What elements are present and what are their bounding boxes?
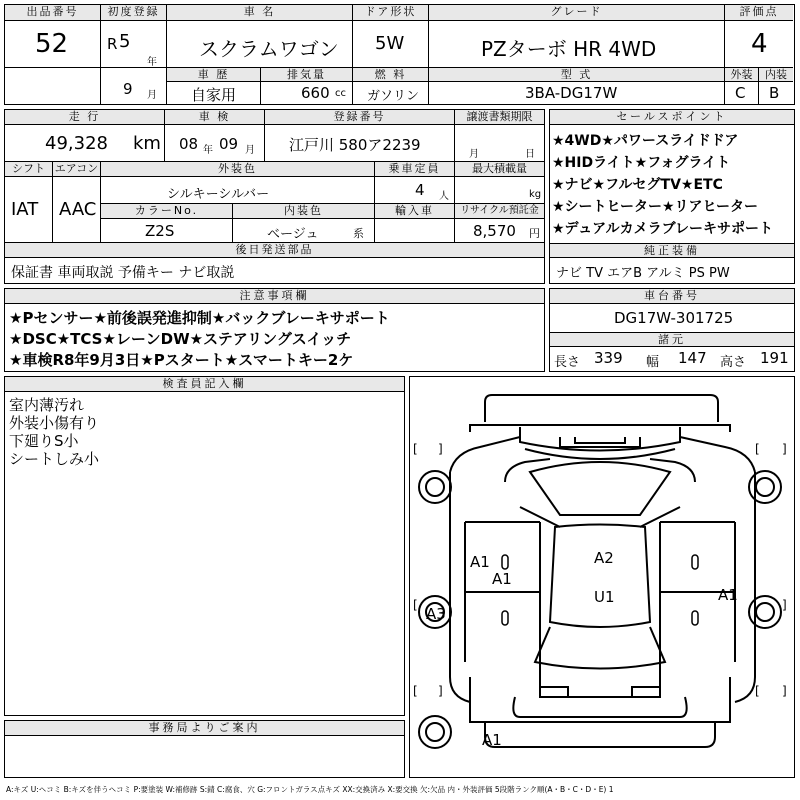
inspector-panel: 検査員記入欄 室内薄汚れ 外装小傷有り 下廻りS小 シートしみ小 <box>4 376 405 716</box>
height: 191 <box>760 349 789 367</box>
model-code: 3BA-DG17W <box>525 84 618 102</box>
chassis-panel: 車台番号 DG17W-301725 諸元 長さ 339 幅 147 高さ 191 <box>549 288 795 372</box>
svg-text:[: [ <box>413 684 418 698</box>
grade-label: グレード <box>429 5 725 21</box>
later-parts: 保証書 車両取説 予備キー ナビ取説 <box>11 265 235 281</box>
damage-mark: A2 <box>594 549 614 567</box>
color-code: Z2S <box>145 222 175 240</box>
first-reg-label: 初度登録 <box>101 5 167 21</box>
inspector-note: 外装小傷有り <box>9 414 100 432</box>
notes-panel: 注意事項欄 ★Pセンサー★前後誤発進抑制★バックブレーキサポート ★DSC★TCS★レーンDW★ステアリングスイッチ ★車検R8年9月3日★Pスタート★スマートキー2ケ <box>4 288 545 372</box>
sales-point-item: ★HIDライト★フォグライト <box>552 155 731 171</box>
car-damage-diagram <box>409 376 795 778</box>
svg-text:[: [ <box>755 684 760 698</box>
damage-mark: A1 <box>492 570 512 588</box>
svg-text:[: [ <box>413 598 418 612</box>
sales-point-item: ★4WD★パワースライドドア <box>552 133 739 149</box>
car-outline-svg <box>410 377 794 777</box>
standard-equipment: ナビ TV エアB アルミ PS PW <box>556 266 730 281</box>
chassis-number: DG17W-301725 <box>614 309 734 327</box>
interior-grade: B <box>769 84 780 102</box>
history: 自家用 <box>191 86 237 104</box>
score: 4 <box>751 29 768 59</box>
top-info-panel: 出品番号 52 初度登録 R 5 年 9 月 車 名 スクラムワゴン ドア形状 5W グレード PZターボ HR 4WD 評価点 4 車 歴 自家用 排気量 660 cc 燃 料 ガソリン 型 式 3BA-DG17W 外装 内装 C B <box>4 4 795 105</box>
inspector-note: 室内薄汚れ <box>9 396 85 414</box>
legend: A:キズ U:ヘコミ B:キズを伴うヘコミ P:要塗装 W:補修跡 S:錆 C:腐食、穴 G:フロントガラス点キズ XX:交換済み X:要交換 欠:欠品 内・外装評価 5段階ランク順(A・B・C・D・E) 1 <box>6 785 614 794</box>
door-type: 5W <box>375 33 405 54</box>
note-line: ★DSC★TCS★レーンDW★ステアリングスイッチ <box>9 330 352 348</box>
inspector-note: シートしみ小 <box>9 450 100 468</box>
damage-mark: A1 <box>482 731 502 749</box>
mileage: 49,328 <box>45 133 108 154</box>
svg-text:]: ] <box>782 598 787 612</box>
ac-type: AAC <box>59 199 97 220</box>
office-panel: 事務局よりご案内 <box>4 720 405 778</box>
displacement: 660 <box>301 84 330 102</box>
inspector-note: 下廻りS小 <box>9 432 79 450</box>
fuel: ガソリン <box>367 89 420 104</box>
damage-mark: A1 <box>718 586 738 604</box>
sales-point-item: ★デュアルカメラブレーキサポート <box>552 221 774 237</box>
interior-color: ベージュ <box>267 227 319 242</box>
svg-text:]: ] <box>782 442 787 456</box>
vehicle-detail-panel: 走 行 49,328 km 車 検 08 年 09 月 登録番号 江戸川 580ア2239 譲渡書類期限 月 日 シフト エアコン IAT AAC 外装色 シルキーシルバー 乗車定員 4 人 最大積載量 kg カラーNo. Z2S 内装色 ベージュ 系 輸入車 リサイクル預託金 8,570 円 後日発送部品 保証書 車両取説 予備キー ナビ取説 <box>4 109 545 284</box>
sales-points-panel: セールスポイント ★4WD★パワースライドドア ★HIDライト★フォグライト ★ナビ★フルセグTV★ETC ★シートヒーター★リアヒーター ★デュアルカメラブレーキサポート 純正装備 ナビ TV エアB アルミ PS PW <box>549 109 795 284</box>
lot-label: 出品番号 <box>5 5 101 21</box>
lot-number: 52 <box>35 29 69 59</box>
sales-point-item: ★ナビ★フルセグTV★ETC <box>552 177 723 193</box>
damage-mark: A1 <box>470 553 490 571</box>
score-label: 評価点 <box>725 5 793 21</box>
length: 339 <box>594 349 623 367</box>
inspection-year: 08 <box>179 135 199 153</box>
grade: PZターボ HR 4WD <box>481 37 657 61</box>
width: 147 <box>678 349 707 367</box>
damage-mark: A3 <box>426 605 446 623</box>
shift-type: IAT <box>11 199 39 220</box>
exterior-grade: C <box>735 84 746 102</box>
svg-text:]: ] <box>782 684 787 698</box>
svg-text:]: ] <box>438 684 443 698</box>
svg-text:[: [ <box>413 442 418 456</box>
door-label: ドア形状 <box>353 5 429 21</box>
capacity: 4 <box>415 181 425 199</box>
damage-mark: U1 <box>594 588 615 606</box>
note-line: ★車検R8年9月3日★Pスタート★スマートキー2ケ <box>9 351 354 369</box>
registration-number: 江戸川 580ア2239 <box>289 136 421 154</box>
first-reg-year: 5 <box>119 31 131 52</box>
era: R <box>107 35 118 53</box>
exterior-color: シルキーシルバー <box>167 187 270 202</box>
sales-point-list <box>552 130 773 240</box>
svg-text:]: ] <box>438 442 443 456</box>
first-reg-month: 9 <box>123 80 133 98</box>
svg-text:[: [ <box>755 442 760 456</box>
car-name: スクラムワゴン <box>199 37 339 61</box>
sales-point-item: ★シートヒーター★リアヒーター <box>552 199 758 215</box>
inspection-month: 09 <box>219 135 239 153</box>
recycle-fee: 8,570 <box>473 222 516 240</box>
car-name-label: 車 名 <box>167 5 353 21</box>
note-line: ★Pセンサー★前後誤発進抑制★バックブレーキサポート <box>9 309 390 327</box>
